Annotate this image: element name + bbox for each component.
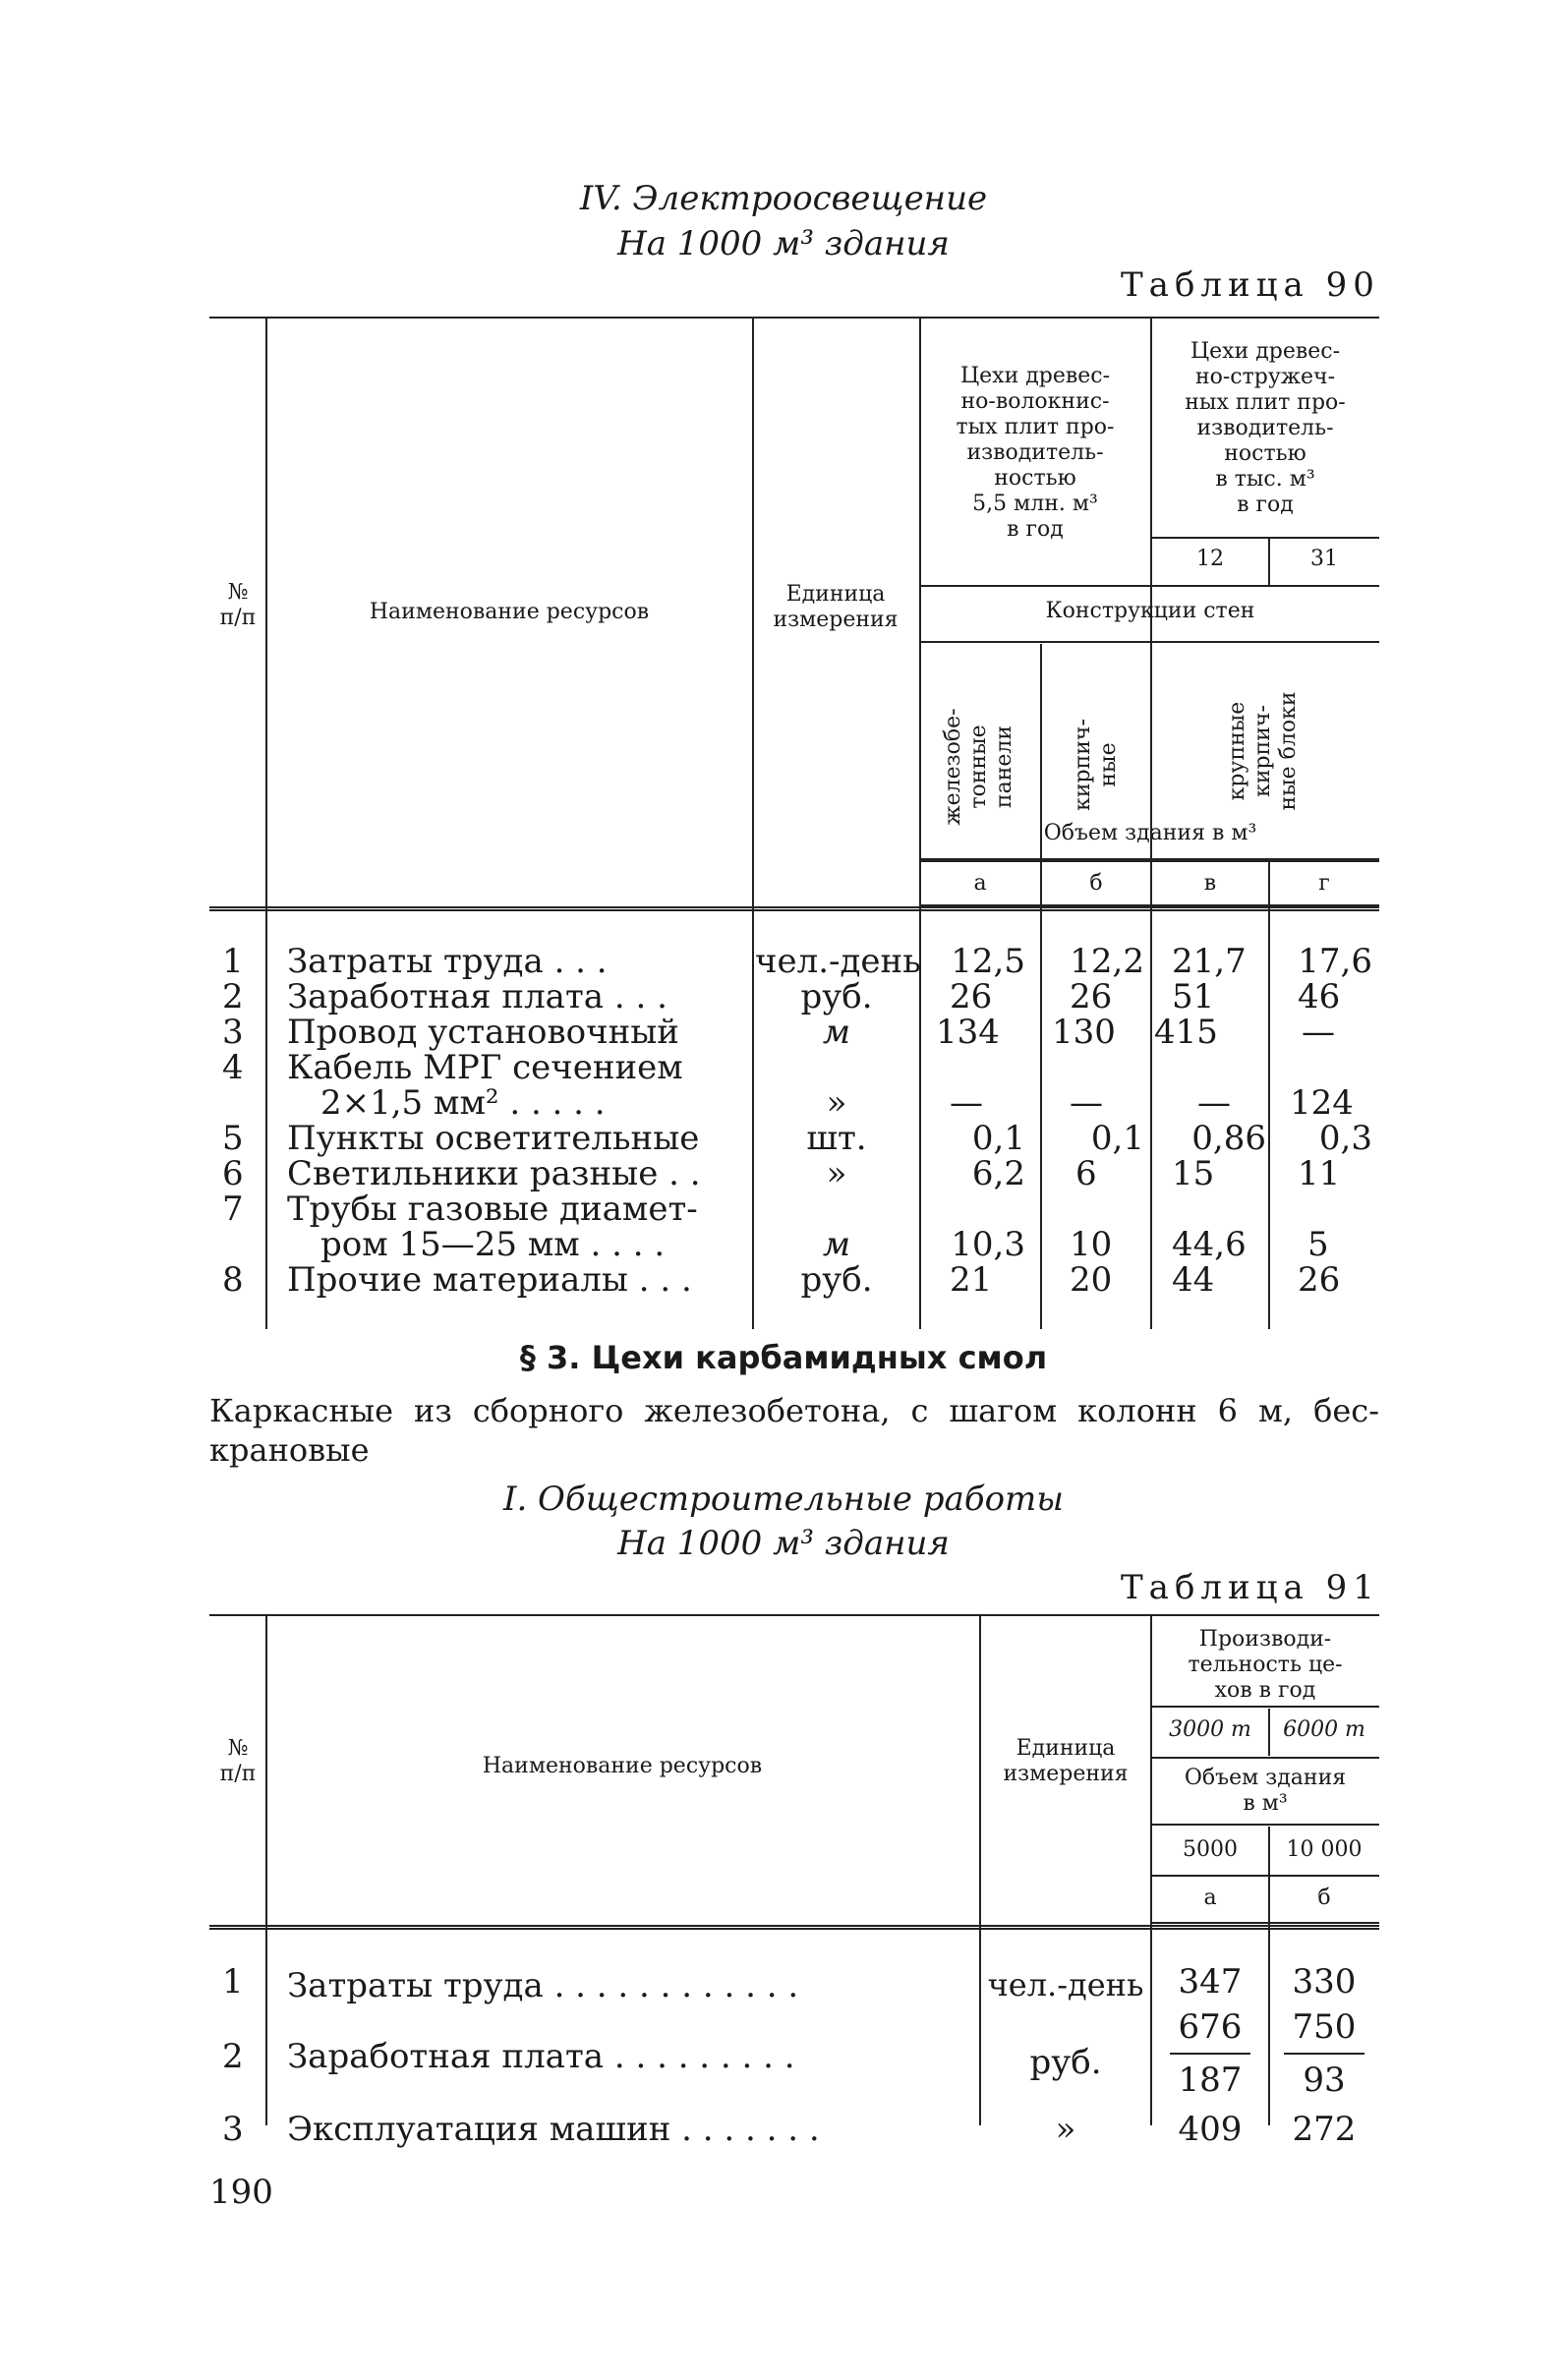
capacity-12: 12 (1196, 547, 1224, 571)
header-group-fiberboard: Цехи древес- но-волокнис- тых плит про- изводитель- ностью 5,5 млн. м³ в год (956, 364, 1115, 542)
subsection-unit-basis: На 1000 м³ здания (617, 1524, 950, 1563)
capacity-6000: 6000 т (1283, 1717, 1365, 1742)
subsection-title: I. Общестроительные работы (503, 1480, 1064, 1519)
capacity-3000: 3000 т (1169, 1717, 1251, 1742)
header-no: № п/п (219, 580, 257, 630)
header-name: Наименование ресурсов (482, 1754, 763, 1778)
col-letter-b: б (1317, 1886, 1331, 1910)
section-title: IV. Электроосвещение (579, 179, 988, 218)
header-name: Наименование ресурсов (369, 600, 650, 624)
volume-5000: 5000 (1183, 1837, 1238, 1862)
col-letter-a: а (1203, 1886, 1217, 1910)
header-unit: Единица измерения (773, 582, 899, 632)
header-volume: Объем здания в м³ (1184, 1766, 1347, 1816)
header-rot-brick-blocks: крупные кирпич- ные блоки (1225, 691, 1301, 811)
capacity-31: 31 (1310, 547, 1338, 571)
table-label-91: Таблица 91 (1121, 1568, 1380, 1607)
header-constructions: Конструкции стен (1045, 599, 1255, 623)
section-unit-basis: На 1000 м³ здания (617, 224, 950, 263)
header-no: № п/п (219, 1736, 257, 1786)
paragraph-line-2: крановые (209, 1431, 370, 1469)
header-unit: Единица измерения (1003, 1736, 1129, 1786)
col-letter-a: а (973, 871, 987, 896)
col-letter-b: б (1089, 871, 1103, 896)
table-label-90: Таблица 90 (1121, 265, 1380, 305)
col-letter-c: в (1203, 871, 1217, 896)
header-group-particleboard: Цехи древес- но-стружеч- ных плит про- изводитель- ностью в тыс. м³ в год (1185, 339, 1346, 517)
page-number: 190 (209, 2173, 273, 2212)
col-letter-d: г (1318, 871, 1330, 896)
volume-10000: 10 000 (1286, 1837, 1363, 1862)
section-heading: § 3. Цехи карбамидных смол (519, 1339, 1048, 1376)
header-productivity: Производи- тельность це- хов в год (1188, 1627, 1343, 1703)
paragraph-line-1: Каркасные из сборного железобетона, с шагом колонн 6 м, бес- (209, 1392, 1379, 1429)
header-rot-brick: кирпич- ные (1071, 719, 1121, 811)
header-rot-concrete-panels: железобе- тонные панели (941, 708, 1016, 826)
header-volume: Объем здания в м³ (1043, 821, 1257, 845)
